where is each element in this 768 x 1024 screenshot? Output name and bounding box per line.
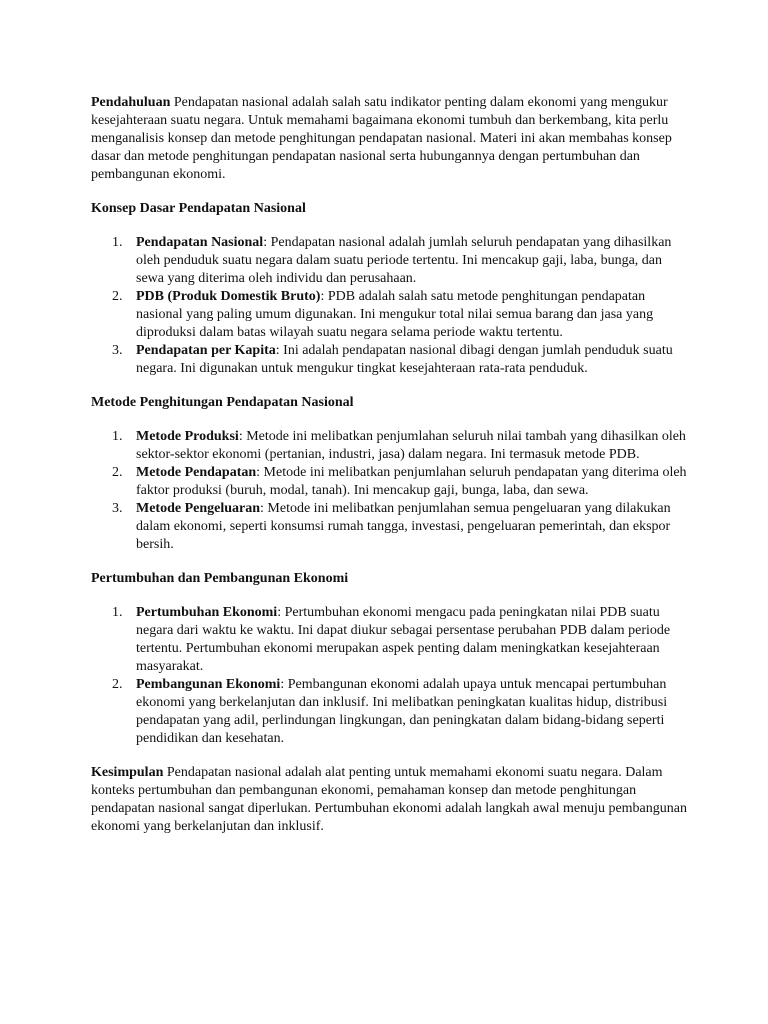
list-text: : Pertumbuhan ekonomi mengacu pada peningkatan nilai PDB suatu negara dari waktu ke waktu. Ini dapat diukur sebagai persentase perubahan PDB dalam periode tertentu. Pertumbuhan ekonomi merupakan aspek penting dalam meningkatkan kesejahteraan masyarakat.: [136, 605, 671, 674]
list-number: 1.: [112, 235, 123, 250]
document-page: [91, 94, 691, 836]
list-text: : Metode ini melibatkan penjumlahan seluruh pendapatan yang diterima oleh faktor produksi (buruh, modal, tanah). Ini mencakup gaji, bunga, laba, dan sewa.: [136, 465, 687, 498]
list-text: : Pendapatan nasional adalah jumlah seluruh pendapatan yang dihasilkan oleh penduduk suatu negara dalam suatu periode tertentu. Ini mencakup gaji, laba, bunga, dan sewa yang diterima oleh individu dan perusahaan.: [136, 235, 672, 286]
list-item: [91, 500, 691, 554]
list-term: Pertumbuhan Ekonomi: [136, 605, 278, 620]
list-number: 1.: [112, 429, 123, 444]
list-number: 3.: [112, 501, 123, 516]
list-number: 2.: [112, 289, 123, 304]
list-term: Pendapatan per Kapita: [136, 343, 276, 358]
list-term: Metode Pengeluaran: [136, 501, 261, 516]
list-term: PDB (Produk Domestik Bruto): [136, 289, 321, 304]
list-term: Metode Produksi: [136, 429, 239, 444]
list-item: [91, 428, 691, 464]
list-number: 2.: [112, 465, 123, 480]
list-number: 2.: [112, 677, 123, 692]
list-number: 1.: [112, 605, 123, 620]
list-item: [91, 676, 691, 748]
list-item: [91, 604, 691, 676]
list-number: 3.: [112, 343, 123, 358]
list-text: : PDB adalah salah satu metode penghitungan pendapatan nasional yang paling umum digunakan. Ini mengukur total nilai semua barang dan jasa yang diproduksi dalam batas wilayah suatu negara selama periode waktu tertentu.: [136, 289, 654, 340]
list-item: [91, 234, 691, 288]
section-heading: Pertumbuhan dan Pembangunan Ekonomi: [91, 571, 349, 586]
list-term: Pembangunan Ekonomi: [136, 677, 281, 692]
list-term: Metode Pendapatan: [136, 465, 257, 480]
conclusion-paragraph: [91, 764, 691, 836]
list-item: [91, 288, 691, 342]
list-text: : Metode ini melibatkan penjumlahan semua pengeluaran yang dilakukan dalam ekonomi, seperti konsumsi rumah tangga, investasi, pengeluaran pemerintah, dan ekspor bersih.: [136, 501, 671, 552]
numbered-list: [91, 234, 691, 378]
section-heading: Konsep Dasar Pendapatan Nasional: [91, 201, 306, 216]
intro-text: Pendapatan nasional adalah salah satu indikator penting dalam ekonomi yang mengukur kesejahteraan suatu negara. Untuk memahami bagaimana ekonomi tumbuh dan berkembang, kita perlu menganalisis konsep dan metode penghitungan pendapatan nasional. Materi ini akan membahas konsep dasar dan metode penghitungan pendapatan nasional serta hubungannya dengan pertumbuhan dan pembangunan ekonomi.: [91, 95, 672, 182]
numbered-list: [91, 604, 691, 748]
list-text: : Ini adalah pendapatan nasional dibagi dengan jumlah penduduk suatu negara. Ini digunakan untuk mengukur tingkat kesejahteraan rata-rata penduduk.: [136, 343, 673, 376]
conclusion-text: Pendapatan nasional adalah alat penting untuk memahami ekonomi suatu negara. Dalam konteks pertumbuhan dan pembangunan ekonomi, pemahaman konsep dan metode penghitungan pendapatan nasional sangat diperlukan. Pertumbuhan ekonomi adalah langkah awal menuju pembangunan ekonomi yang berkelanjutan dan inklusif.: [91, 765, 687, 834]
intro-paragraph: [91, 94, 691, 184]
conclusion-title: Kesimpulan: [91, 765, 164, 780]
list-item: [91, 464, 691, 500]
list-text: : Pembangunan ekonomi adalah upaya untuk mencapai pertumbuhan ekonomi yang berkelanjutan dan inklusif. Ini melibatkan peningkatan kualitas hidup, distribusi pendapatan yang adil, perlindungan lingkungan, dan peningkatan dalam bidang-bidang seperti pendidikan dan kesehatan.: [136, 677, 668, 746]
intro-title: Pendahuluan: [91, 95, 171, 110]
numbered-list: [91, 428, 691, 554]
section-heading: Metode Penghitungan Pendapatan Nasional: [91, 395, 354, 410]
list-item: [91, 342, 691, 378]
list-term: Pendapatan Nasional: [136, 235, 264, 250]
list-text: : Metode ini melibatkan penjumlahan seluruh nilai tambah yang dihasilkan oleh sektor-sektor ekonomi (pertanian, industri, jasa) dalam negara. Ini termasuk metode PDB.: [136, 429, 686, 462]
